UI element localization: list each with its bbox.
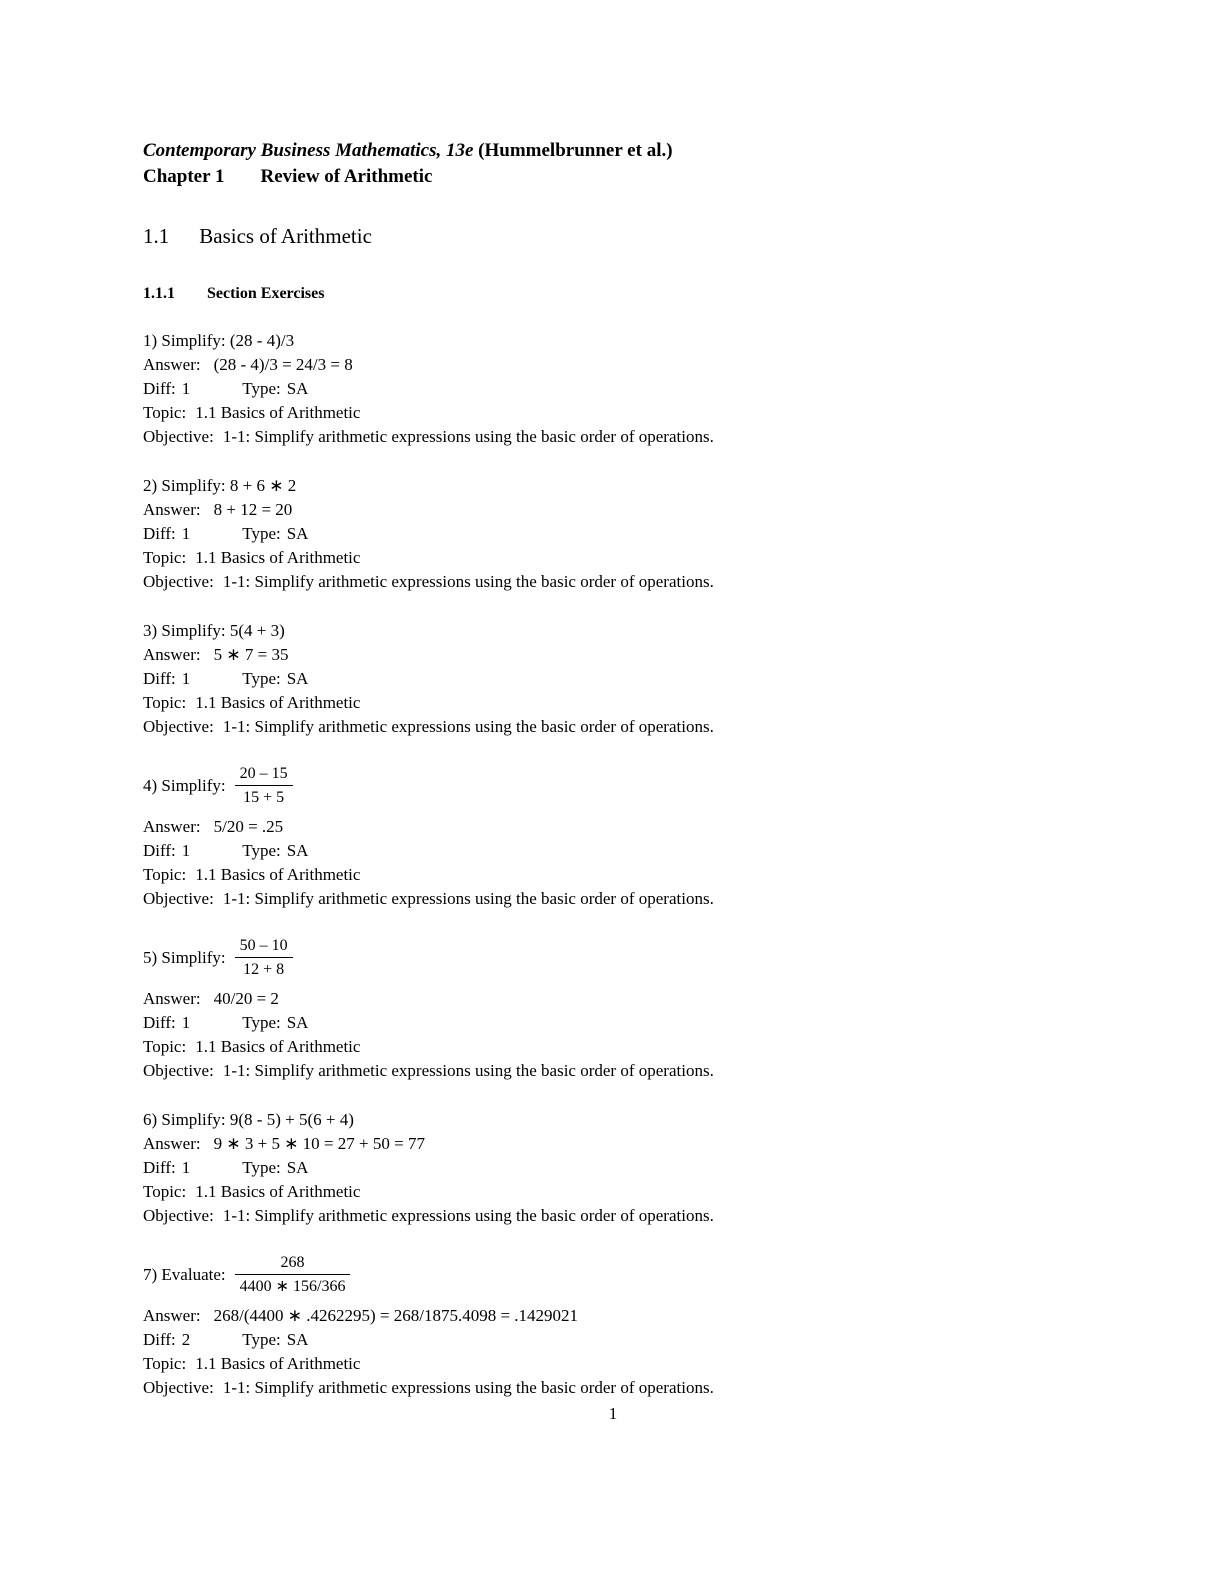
question-block-6 <box>143 1108 1104 1228</box>
question-block-5 <box>143 936 1104 1083</box>
question-block-4 <box>143 764 1104 911</box>
topic-line <box>143 546 1104 570</box>
topic-line <box>143 691 1104 715</box>
question-prompt: 3) Simplify: 5(4 + 3) <box>143 621 285 640</box>
type-value: SA <box>286 841 309 860</box>
topic-value: 1.1 Basics of Arithmetic <box>195 1354 361 1373</box>
objective-value: 1-1: Simplify arithmetic expressions using the basic order of operations. <box>222 1061 714 1080</box>
objective-line <box>143 887 1104 911</box>
subsection-heading <box>143 283 1104 304</box>
diff-value: 1 <box>181 1158 191 1177</box>
answer-label: Answer: <box>143 500 201 519</box>
topic-value: 1.1 Basics of Arithmetic <box>195 1037 361 1056</box>
topic-label: Topic: <box>143 1037 187 1056</box>
objective-value: 1-1: Simplify arithmetic expressions using the basic order of operations. <box>222 427 714 446</box>
diff-type-line <box>143 667 1104 691</box>
answer-line <box>143 815 1104 839</box>
diff-value: 1 <box>181 379 191 398</box>
fraction <box>235 1253 351 1296</box>
topic-value: 1.1 Basics of Arithmetic <box>195 693 361 712</box>
diff-label: Diff: <box>143 524 176 543</box>
objective-line <box>143 1059 1104 1083</box>
answer-value: 40/20 = 2 <box>213 989 279 1008</box>
answer-label: Answer: <box>143 1134 201 1153</box>
type-value: SA <box>286 669 309 688</box>
diff-value: 1 <box>181 524 191 543</box>
diff-label: Diff: <box>143 669 176 688</box>
fraction <box>235 936 293 979</box>
question-prompt: 2) Simplify: 8 + 6 ∗ 2 <box>143 476 297 495</box>
fraction-denominator: 12 + 8 <box>243 961 285 978</box>
answer-label: Answer: <box>143 817 201 836</box>
book-title-italic: Contemporary Business Mathematics, 13e <box>143 140 474 161</box>
question-prompt <box>143 1253 1104 1296</box>
subsection-number: 1.1.1 <box>143 285 175 302</box>
objective-line <box>143 1376 1104 1400</box>
question-block-1 <box>143 329 1104 449</box>
type-label: Type: <box>242 1158 281 1177</box>
topic-line <box>143 1352 1104 1376</box>
chapter-title: Review of Arithmetic <box>260 166 433 187</box>
topic-label: Topic: <box>143 1182 187 1201</box>
topic-label: Topic: <box>143 403 187 422</box>
fraction-denominator: 15 + 5 <box>243 789 285 806</box>
objective-label: Objective: <box>143 572 214 591</box>
book-title <box>143 138 1104 164</box>
answer-line <box>143 353 1104 377</box>
question-prompt: 1) Simplify: (28 - 4)/3 <box>143 331 295 350</box>
type-label: Type: <box>242 379 281 398</box>
answer-line <box>143 1132 1104 1156</box>
question-block-2 <box>143 474 1104 594</box>
subsection-title: Section Exercises <box>207 285 325 302</box>
topic-value: 1.1 Basics of Arithmetic <box>195 865 361 884</box>
chapter-number: Chapter 1 <box>143 166 225 187</box>
page-number: 1 <box>608 1404 618 1423</box>
question-block-7 <box>143 1253 1104 1400</box>
answer-line <box>143 498 1104 522</box>
objective-label: Objective: <box>143 1061 214 1080</box>
diff-value: 2 <box>181 1330 191 1349</box>
diff-value: 1 <box>181 669 191 688</box>
diff-type-line <box>143 377 1104 401</box>
book-title-suffix: (Hummelbrunner et al.) <box>473 140 673 161</box>
topic-value: 1.1 Basics of Arithmetic <box>195 548 361 567</box>
objective-line <box>143 1204 1104 1228</box>
answer-label: Answer: <box>143 355 201 374</box>
diff-type-line <box>143 522 1104 546</box>
type-label: Type: <box>242 524 281 543</box>
type-value: SA <box>286 524 309 543</box>
fraction-numerator: 50 – 10 <box>235 936 293 958</box>
objective-label: Objective: <box>143 1206 214 1225</box>
type-value: SA <box>286 379 309 398</box>
topic-label: Topic: <box>143 548 187 567</box>
diff-label: Diff: <box>143 1158 176 1177</box>
diff-label: Diff: <box>143 841 176 860</box>
objective-line <box>143 715 1104 739</box>
question-prompt: 6) Simplify: 9(8 - 5) + 5(6 + 4) <box>143 1110 354 1129</box>
prompt-prefix: 4) Simplify: <box>143 775 226 795</box>
type-label: Type: <box>242 1330 281 1349</box>
diff-value: 1 <box>181 841 191 860</box>
diff-value: 1 <box>181 1013 191 1032</box>
answer-line <box>143 643 1104 667</box>
objective-value: 1-1: Simplify arithmetic expressions using the basic order of operations. <box>222 889 714 908</box>
topic-line <box>143 1035 1104 1059</box>
objective-value: 1-1: Simplify arithmetic expressions using the basic order of operations. <box>222 572 714 591</box>
type-value: SA <box>286 1013 309 1032</box>
type-label: Type: <box>242 669 281 688</box>
answer-label: Answer: <box>143 645 201 664</box>
diff-type-line <box>143 839 1104 863</box>
section-title: Basics of Arithmetic <box>199 224 372 248</box>
topic-value: 1.1 Basics of Arithmetic <box>195 1182 361 1201</box>
diff-label: Diff: <box>143 1330 176 1349</box>
answer-value: (28 - 4)/3 = 24/3 = 8 <box>213 355 353 374</box>
diff-type-line <box>143 1328 1104 1352</box>
topic-line <box>143 1180 1104 1204</box>
fraction-denominator: 4400 ∗ 156/366 <box>239 1278 346 1295</box>
fraction <box>235 764 293 807</box>
prompt-prefix: 5) Simplify: <box>143 947 226 967</box>
objective-value: 1-1: Simplify arithmetic expressions using the basic order of operations. <box>222 1378 714 1397</box>
answer-line <box>143 1304 1104 1328</box>
objective-label: Objective: <box>143 717 214 736</box>
topic-label: Topic: <box>143 1354 187 1373</box>
answer-value: 5 ∗ 7 = 35 <box>213 645 289 664</box>
question-block-3 <box>143 619 1104 739</box>
chapter-heading <box>143 164 1104 190</box>
section-heading <box>143 223 1104 250</box>
answer-value: 268/(4400 ∗ .4262295) = 268/1875.4098 = .1429021 <box>213 1306 579 1325</box>
topic-value: 1.1 Basics of Arithmetic <box>195 403 361 422</box>
type-label: Type: <box>242 1013 281 1032</box>
answer-value: 9 ∗ 3 + 5 ∗ 10 = 27 + 50 = 77 <box>213 1134 425 1153</box>
topic-line <box>143 863 1104 887</box>
answer-label: Answer: <box>143 1306 201 1325</box>
answer-value: 8 + 12 = 20 <box>213 500 293 519</box>
question-prompt <box>143 764 1104 807</box>
answer-value: 5/20 = .25 <box>213 817 284 836</box>
objective-value: 1-1: Simplify arithmetic expressions using the basic order of operations. <box>222 717 714 736</box>
diff-label: Diff: <box>143 1013 176 1032</box>
topic-label: Topic: <box>143 865 187 884</box>
question-prompt <box>143 936 1104 979</box>
answer-label: Answer: <box>143 989 201 1008</box>
fraction-numerator: 20 – 15 <box>235 764 293 786</box>
objective-line <box>143 570 1104 594</box>
answer-line <box>143 987 1104 1011</box>
diff-label: Diff: <box>143 379 176 398</box>
topic-label: Topic: <box>143 693 187 712</box>
type-value: SA <box>286 1158 309 1177</box>
diff-type-line <box>143 1156 1104 1180</box>
type-label: Type: <box>242 841 281 860</box>
fraction-numerator: 268 <box>235 1253 351 1275</box>
objective-line <box>143 425 1104 449</box>
objective-label: Objective: <box>143 427 214 446</box>
objective-label: Objective: <box>143 1378 214 1397</box>
topic-line <box>143 401 1104 425</box>
prompt-prefix: 7) Evaluate: <box>143 1264 226 1284</box>
objective-value: 1-1: Simplify arithmetic expressions using the basic order of operations. <box>222 1206 714 1225</box>
diff-type-line <box>143 1011 1104 1035</box>
type-value: SA <box>286 1330 309 1349</box>
section-number: 1.1 <box>143 224 170 248</box>
objective-label: Objective: <box>143 889 214 908</box>
